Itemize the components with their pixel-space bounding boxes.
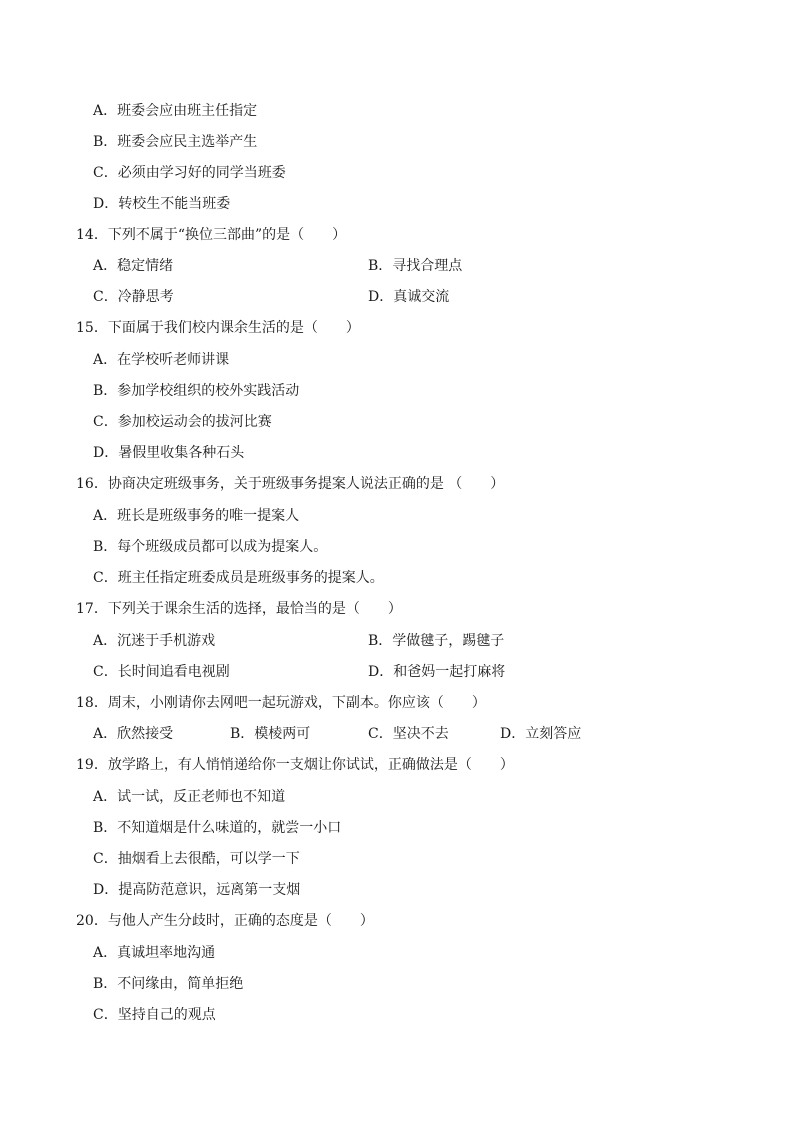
question-14-stem: 14．下列不属于“换位三部曲”的是（ ）	[76, 227, 347, 243]
question-20-stem: 20．与他人产生分歧时，正确的态度是（ ）	[76, 913, 374, 929]
q18-option-a: A．欣然接受	[93, 726, 174, 742]
q14-option-a: A．稳定情绪	[93, 258, 174, 274]
q20-option-b: B．不问缘由，简单拒绝	[93, 976, 244, 992]
q15-option-b: B．参加学校组织的校外实践活动	[93, 383, 300, 399]
question-16-stem: 16．协商决定班级事务，关于班级事务提案人说法正确的是 （ ）	[76, 476, 505, 492]
q18-option-b: B．模棱两可	[230, 726, 311, 742]
q18-option-d: D．立刻答应	[500, 726, 582, 742]
q19-option-b: B．不知道烟是什么味道的，就尝一小口	[93, 820, 342, 836]
q19-option-d: D．提高防范意识，远离第一支烟	[93, 882, 301, 898]
q20-option-a: A．真诚坦率地沟通	[93, 945, 216, 961]
question-18-stem: 18．周末，小刚请你去网吧一起玩游戏，下副本。你应该（ ）	[76, 695, 486, 711]
q16-option-c: C．班主任指定班委成员是班级事务的提案人。	[93, 570, 384, 586]
q20-option-c: C．坚持自己的观点	[93, 1007, 216, 1023]
q14-option-c: C．冷静思考	[93, 289, 174, 305]
q17-option-b: B．学做毽子，踢毽子	[368, 633, 505, 649]
option-a: A．班委会应由班主任指定	[93, 103, 258, 119]
q15-option-d: D．暑假里收集各种石头	[93, 445, 245, 461]
q17-option-d: D．和爸妈一起打麻将	[368, 664, 506, 680]
q19-option-a: A．试一试，反正老师也不知道	[93, 789, 286, 805]
q17-option-a: A．沉迷于手机游戏	[93, 633, 216, 649]
q14-option-d: D．真诚交流	[368, 289, 450, 305]
option-d: D．转校生不能当班委	[93, 196, 231, 212]
q19-option-c: C．抽烟看上去很酷，可以学一下	[93, 851, 300, 867]
q15-option-a: A．在学校听老师讲课	[93, 352, 230, 368]
question-19-stem: 19．放学路上，有人悄悄递给你一支烟让你试试，正确做法是（ ）	[76, 757, 514, 773]
option-c: C．必须由学习好的同学当班委	[93, 165, 286, 181]
question-15-stem: 15．下面属于我们校内课余生活的是（ ）	[76, 320, 360, 336]
q17-option-c: C．长时间追看电视剧	[93, 664, 230, 680]
q18-option-c: C．坚决不去	[368, 726, 449, 742]
q16-option-a: A．班长是班级事务的唯一提案人	[93, 508, 300, 524]
q14-option-b: B．寻找合理点	[368, 258, 463, 274]
option-b: B．班委会应民主选举产生	[93, 134, 258, 150]
q15-option-c: C．参加校运动会的拔河比赛	[93, 414, 272, 430]
question-17-stem: 17．下列关于课余生活的选择，最恰当的是（ ）	[76, 601, 402, 617]
q16-option-b: B．每个班级成员都可以成为提案人。	[93, 539, 328, 555]
